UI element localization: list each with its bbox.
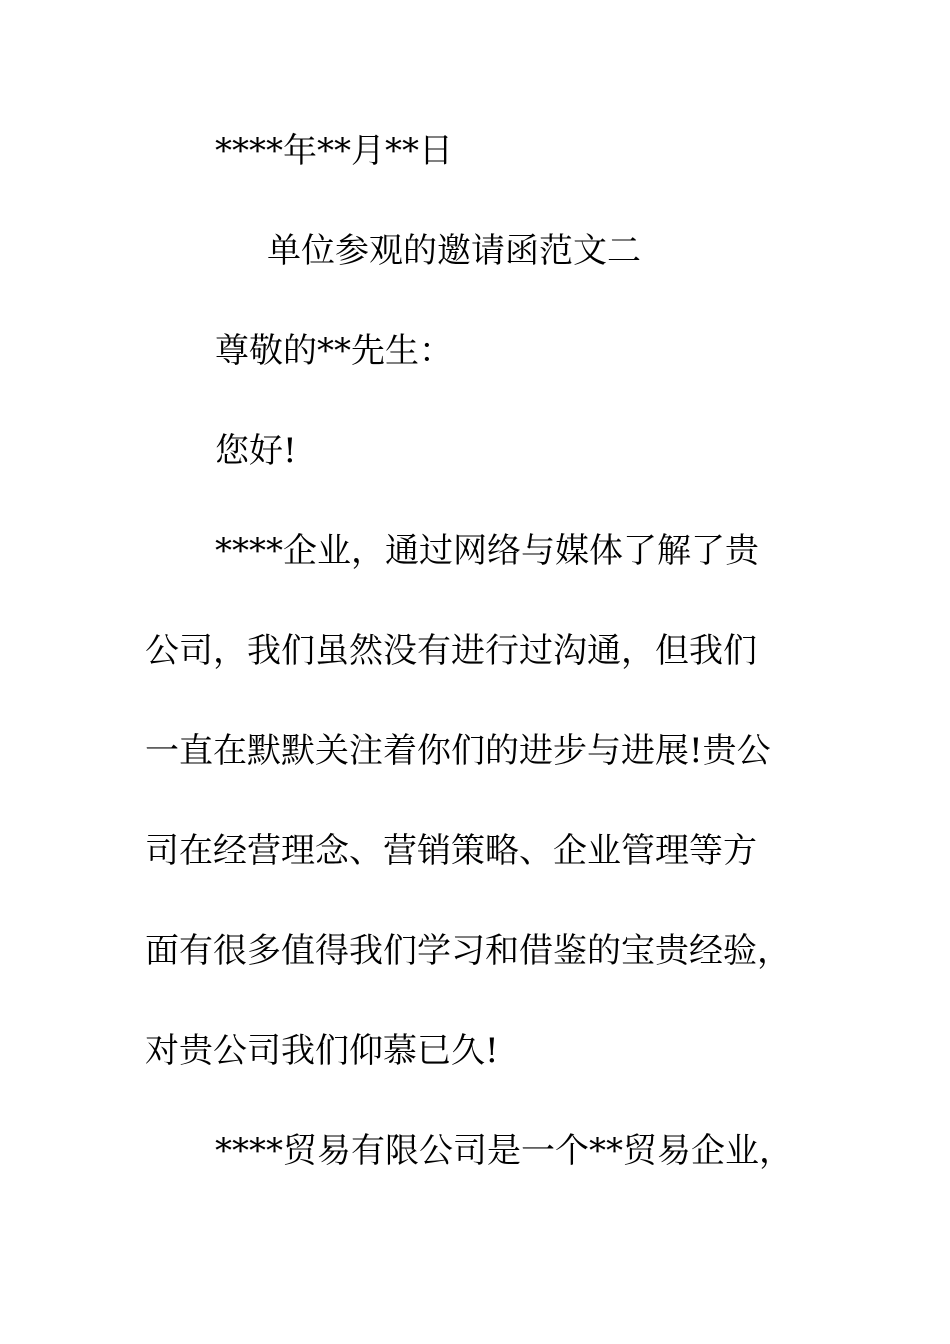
salutation: 尊敬的**先生： — [215, 331, 453, 371]
date-line: ****年**月**日 — [215, 131, 453, 171]
paragraph-line: 对贵公司我们仰慕已久! — [145, 1031, 499, 1071]
paragraph-line: 一直在默默关注着你们的进步与进展!贵公 — [145, 731, 771, 771]
greeting: 您好! — [215, 431, 297, 471]
paragraph-line: 公司，我们虽然没有进行过沟通，但我们 — [145, 631, 757, 671]
paragraph-line: ****企业，通过网络与媒体了解了贵 — [215, 531, 759, 571]
paragraph-line: ****贸易有限公司是一个**贸易企业， — [215, 1131, 793, 1171]
document-title: 单位参观的邀请函范文二 — [267, 231, 641, 271]
paragraph-line: 面有很多值得我们学习和借鉴的宝贵经验， — [145, 931, 791, 971]
paragraph-line: 司在经营理念、营销策略、企业管理等方 — [145, 831, 757, 871]
